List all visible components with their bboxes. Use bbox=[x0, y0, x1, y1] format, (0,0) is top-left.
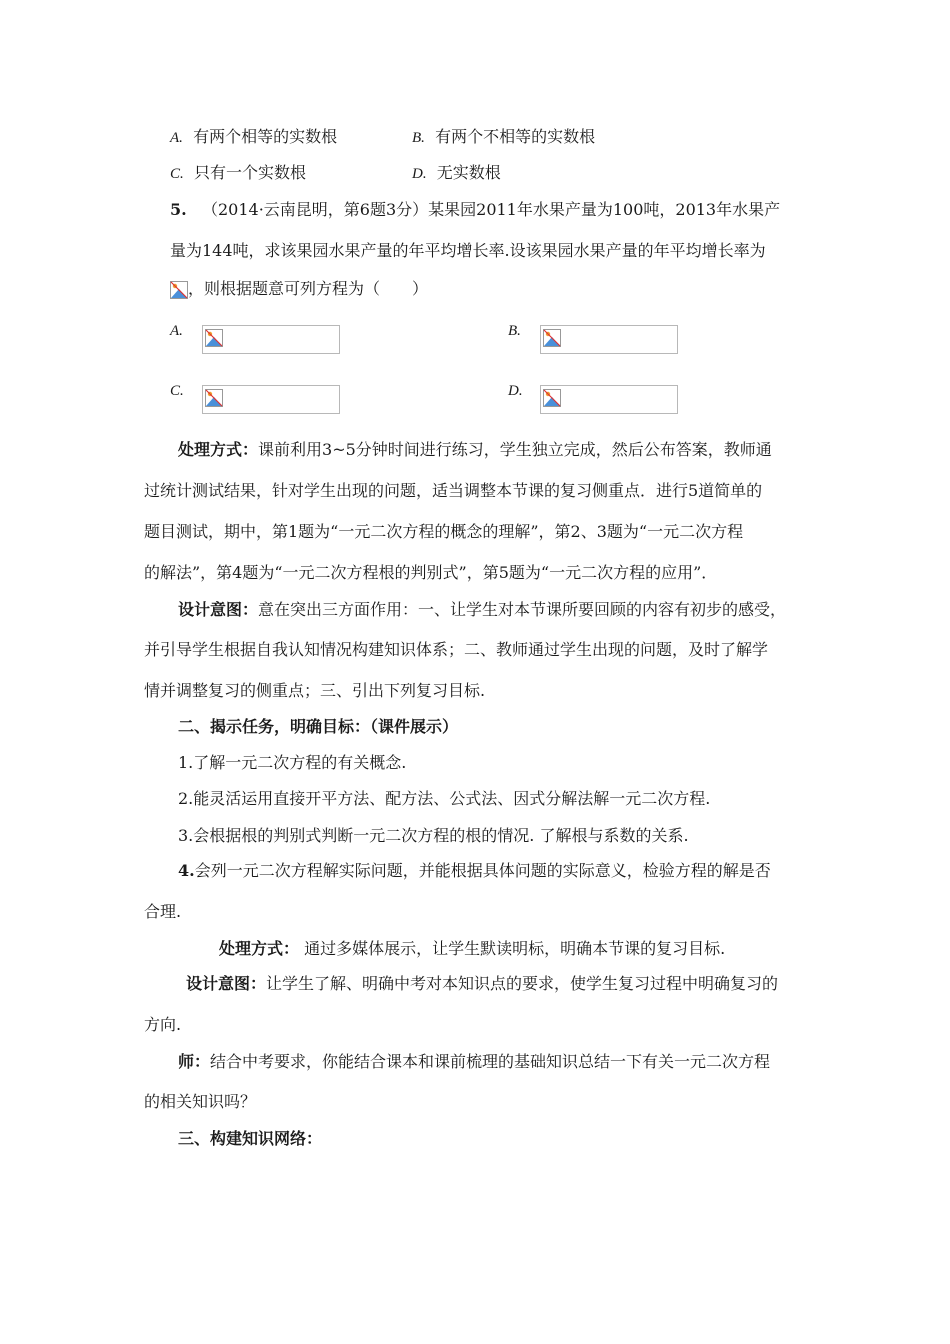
question-5-line-3: ，则根据题意可列方程为（ ） bbox=[170, 279, 428, 299]
teacher-line-1: 师：结合中考要求，你能结合课本和课前梳理的基础知识总结一下有关一元二次方程 bbox=[178, 1052, 771, 1071]
option-c-letter: C. bbox=[170, 383, 184, 399]
goal-4-line-2: 合理. bbox=[144, 902, 182, 921]
section-3-heading: 三、构建知识网络： bbox=[178, 1129, 323, 1148]
goal-4-line-1: 4.会列一元二次方程解实际问题，并能根据具体问题的实际意义，检验方程的解是否 bbox=[178, 861, 771, 880]
option-b-image-box bbox=[540, 325, 678, 354]
broken-image-icon bbox=[205, 389, 223, 407]
design-2-line-2: 方向. bbox=[144, 1015, 182, 1034]
option-b-letter: B. bbox=[508, 323, 521, 339]
option-d-image-box bbox=[540, 385, 678, 414]
teacher-line-2: 的相关知识吗？ bbox=[144, 1092, 257, 1111]
section-2-heading: 二、揭示任务，明确目标：（课件展示） bbox=[178, 717, 459, 736]
design-1-line-3: 情并调整复习的侧重点；三、引出下列复习目标. bbox=[144, 681, 486, 700]
goal-2: 2.能灵活运用直接开平方法、配方法、公式法、因式分解法解一元二次方程. bbox=[178, 789, 711, 808]
option-a-image-box bbox=[202, 325, 340, 354]
method-1-line-4: 的解法”，第4题为“一元二次方程根的判别式”，第5题为“一元二次方程的应用”． bbox=[144, 563, 718, 582]
choice-a: A. 有两个相等的实数根 bbox=[170, 127, 338, 146]
method-1-line-2: 过统计测试结果，针对学生出现的问题，适当调整本节课的复习侧重点．进行5道简单的 bbox=[144, 481, 763, 500]
option-d-letter: D. bbox=[508, 383, 523, 399]
design-1-line-2: 并引导学生根据自我认知情况构建知识体系；二、教师通过学生出现的问题，及时了解学 bbox=[144, 640, 769, 659]
goal-3: 3.会根据根的判别式判断一元二次方程的根的情况. 了解根与系数的关系. bbox=[178, 826, 689, 845]
broken-image-icon bbox=[543, 389, 561, 407]
broken-image-icon bbox=[205, 329, 223, 347]
choice-b: B. 有两个不相等的实数根 bbox=[412, 127, 596, 146]
choice-c: C. 只有一个实数根 bbox=[170, 163, 306, 182]
method-1-line-1: 处理方式：课前利用3~5分钟时间进行练习，学生独立完成，然后公布答案，教师通 bbox=[178, 440, 772, 459]
method-1-line-3: 题目测试，期中，第1题为“一元二次方程的概念的理解”，第2、3题为“一元二次方程 bbox=[144, 522, 744, 541]
broken-image-icon bbox=[170, 281, 188, 299]
choice-d: D. 无实数根 bbox=[412, 163, 501, 182]
goal-1: 1.了解一元二次方程的有关概念. bbox=[178, 753, 407, 772]
design-1-line-1: 设计意图：意在突出三方面作用：一、让学生对本节课所要回顾的内容有初步的感受， bbox=[178, 600, 787, 619]
design-2-line-1: 设计意图：让学生了解、明确中考对本知识点的要求，使学生复习过程中明确复习的 bbox=[186, 974, 779, 993]
option-c-image-box bbox=[202, 385, 340, 414]
option-a-letter: A. bbox=[170, 323, 183, 339]
broken-image-icon bbox=[543, 329, 561, 347]
question-5-line-1: 5. （2014·云南昆明，第6题3分）某果园2011年水果产量为100吨，2013年水果产 bbox=[170, 200, 781, 219]
method-2: 处理方式： 通过多媒体展示，让学生默读明标，明确本节课的复习目标. bbox=[219, 939, 726, 958]
question-5-line-2: 量为144吨，求该果园水果产量的年平均增长率.设该果园水果产量的年平均增长率为 bbox=[170, 241, 766, 260]
